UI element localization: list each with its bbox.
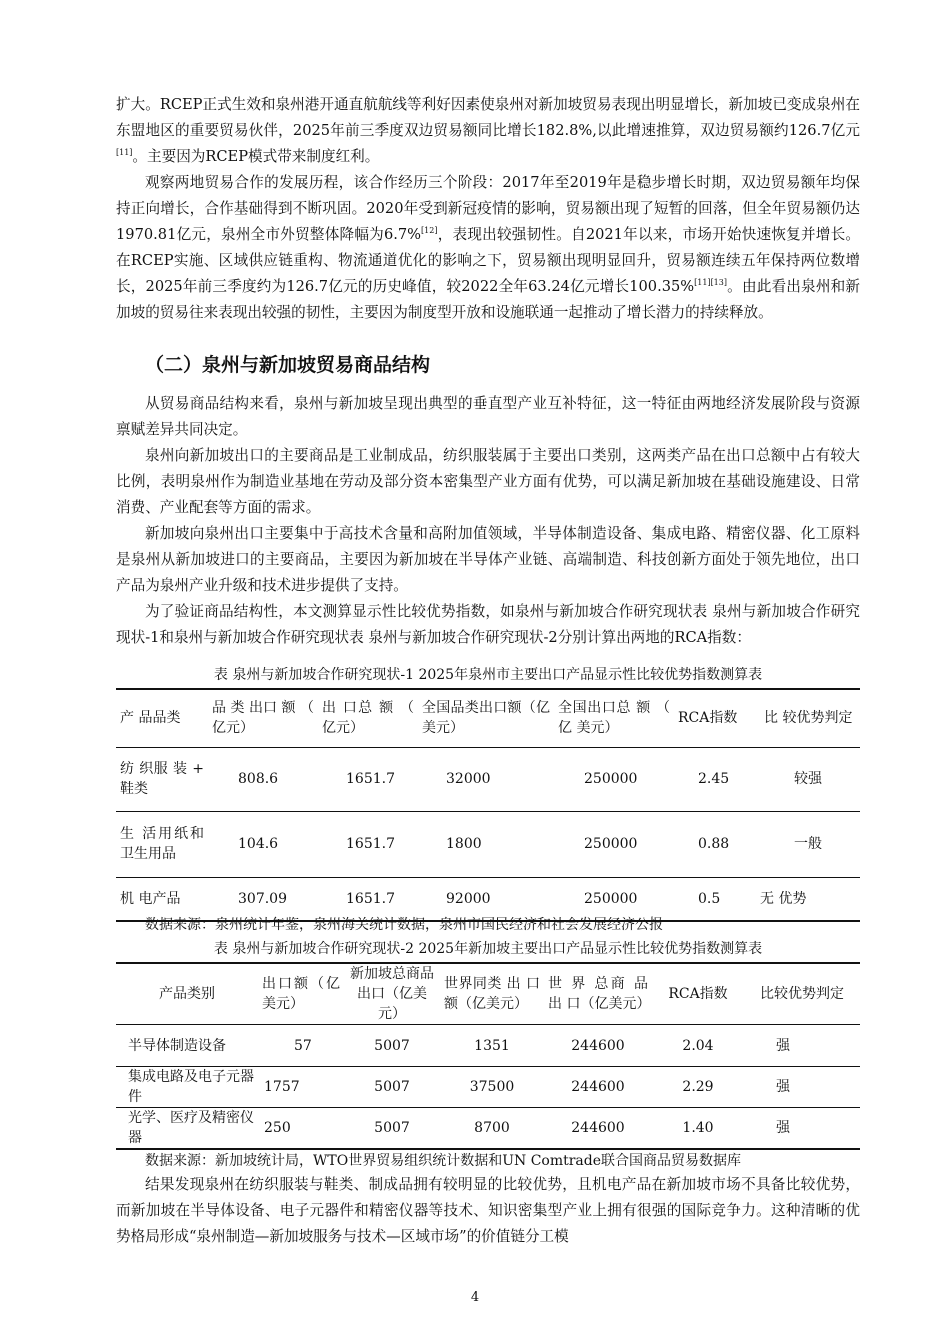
table1-cell: 104.6 — [238, 836, 279, 852]
table1-cell: 2.45 — [698, 771, 730, 787]
table2-header-cell: 世 界 总商 品 出 口（亿美元） — [548, 976, 651, 1012]
paragraph-text: 观察两地贸易合作的发展历程，该合作经历三个阶段：2017年至2019年是稳步增长时期，双边贸易额年均保持正向增长，合作基础得到不断巩固。2020年受到新冠疫情的影响，贸易额出现了短暂的回落，但全年贸易额仍达1970.81亿元，泉州全市外贸整体降幅为6.7% — [116, 174, 860, 243]
table1-cell: 32000 — [446, 771, 491, 787]
table1-cell: 0.5 — [698, 890, 721, 907]
table1-header-cell: 比 较优势判定 — [764, 710, 853, 727]
table2-cell: 集成电路及电子元器件 — [128, 1069, 254, 1105]
table-row — [116, 747, 860, 811]
table1-header-cell: 产 品品类 — [120, 710, 181, 727]
citation-ref: [11][13] — [694, 278, 727, 287]
paragraph-history — [116, 170, 860, 326]
table-row — [116, 1067, 860, 1108]
citation-ref: [12] — [421, 226, 438, 235]
paragraph-text: 。主要因为RCEP模式带来制度红利。 — [132, 148, 380, 165]
table2-cell: 2.04 — [682, 1037, 714, 1054]
table2-source: 数据来源：新加坡统计局，WTO世界贸易组织统计数据和UN Comtrade联合国商品贸易数据库 — [145, 1153, 742, 1169]
page-number: 4 — [470, 1290, 480, 1305]
table1 — [116, 688, 860, 922]
paragraph-text: 扩大。RCEP正式生效和泉州港开通直航航线等利好因素使泉州对新加坡贸易表现出明显增长，新加坡已变成泉州在东盟地区的重要贸易伙伴，2025年前三季度双边贸易额同比增长182.8%,以此增速推算，双边贸易额约126.7亿元 — [116, 96, 860, 139]
table2-cell: 5007 — [374, 1037, 410, 1054]
table2-header-cell: 产品类别 — [159, 986, 215, 1002]
table1-cell: 250000 — [584, 771, 638, 787]
table1-cell: 307.09 — [238, 890, 287, 907]
table2-header-cell: RCA指数 — [668, 986, 728, 1002]
table1-source: 数据来源：泉州统计年鉴，泉州海关统计数据，泉州市国民经济和社会发展经济公报 — [145, 917, 663, 933]
table2-cell: 光学、医疗及精密仪器 — [128, 1110, 254, 1146]
table2 — [116, 962, 860, 1150]
table2-cell: 8700 — [474, 1120, 510, 1136]
table1-cell: 较强 — [794, 771, 822, 787]
table2-cell: 5007 — [374, 1120, 410, 1136]
table-row — [116, 1108, 860, 1150]
table1-header-row — [116, 689, 860, 747]
table1-cell: 250000 — [584, 836, 638, 852]
table2-cell: 强 — [776, 1037, 790, 1054]
table2-cell: 1757 — [264, 1079, 300, 1095]
table1-cell: 机 电产品 — [120, 890, 181, 907]
paragraph-quanzhou-exports: 泉州向新加坡出口的主要商品是工业制成品，纺织服装属于主要出口类别，这两类产品在出口总额中占有较大比例，表明泉州作为制造业基地在劳动及部分资本密集型产业方面有优势，可以满足新加坡在基础设施建设、日常消费、产业配套等方面的需求。 — [116, 447, 860, 516]
paragraph-rcep — [116, 92, 860, 170]
table1-cell: 纺 织服 装 + 鞋类 — [120, 761, 204, 797]
table2-cell: 244600 — [571, 1079, 625, 1095]
table2-header-cell: 世界同类 出 口 额（亿美元） — [444, 976, 540, 1012]
table2-cell: 半导体制造设备 — [128, 1037, 226, 1054]
table1-header-cell: 出 口总 额 （ 亿元） — [322, 700, 414, 737]
section-heading: （二）泉州与新加坡贸易商品结构 — [145, 354, 431, 376]
table2-cell: 1351 — [474, 1037, 510, 1054]
table1-cell: 一般 — [794, 836, 822, 852]
table-row — [116, 811, 860, 877]
table1-cell: 1651.7 — [346, 890, 395, 907]
table1-cell: 808.6 — [238, 771, 279, 787]
table2-cell: 37500 — [469, 1079, 515, 1095]
table2-cell: 强 — [776, 1120, 790, 1136]
table1-header-cell: 全国出口总 额 （ 亿 美元） — [558, 700, 670, 737]
table1-cell: 0.88 — [698, 836, 730, 852]
paragraph-singapore-exports: 新加坡向泉州出口主要集中于高技术含量和高附加值领域，半导体制造设备、集成电路、精密仪器、化工原料是泉州从新加坡进口的主要商品，主要因为新加坡在半导体产业链、高端制造、科技创新方面处于领先地位，出口产品为泉州产业升级和技术进步提供了支持。 — [116, 525, 860, 594]
table2-caption: 表 泉州与新加坡合作研究现状-2 2025年新加坡主要出口产品显示性比较优势指数测算表 — [213, 941, 763, 957]
table1-cell: 1651.7 — [346, 836, 395, 852]
table2-cell: 1.40 — [682, 1120, 714, 1136]
table2-header-cell: 比较优势判定 — [760, 986, 844, 1002]
table1-header-cell: 品 类 出口 额 （ 亿元） — [212, 700, 314, 737]
table1-caption: 表 泉州与新加坡合作研究现状-1 2025年泉州市主要出口产品显示性比较优势指数测算表 — [213, 667, 763, 683]
table2-cell: 57 — [294, 1037, 312, 1054]
table2-header-cell: 新加坡总商品出口（亿美元） — [350, 966, 434, 1022]
table1-cell: 生 活用纸和卫生用品 — [120, 826, 204, 862]
table-row — [116, 1025, 860, 1067]
table2-cell: 强 — [776, 1079, 790, 1095]
table1-cell: 250000 — [584, 890, 638, 907]
table2-cell: 2.29 — [682, 1079, 714, 1095]
citation-ref: [11] — [116, 148, 133, 157]
table2-cell: 244600 — [571, 1120, 625, 1136]
paragraph-conclusion: 结果发现泉州在纺织服装与鞋类、制成品拥有较明显的比较优势，且机电产品在新加坡市场不具备比较优势，而新加坡在半导体设备、电子元器件和精密仪器等技术、知识密集型产业上拥有很强的国际竞争力。这种清晰的优势格局形成“泉州制造—新加坡服务与技术—区域市场”的价值链分工模 — [116, 1176, 860, 1245]
paragraph-structure: 从贸易商品结构来看，泉州与新加坡呈现出典型的垂直型产业互补特征，这一特征由两地经济发展阶段与资源禀赋差异共同决定。 — [116, 395, 860, 438]
table2-header-cell: 出口额（亿美元） — [262, 976, 340, 1012]
table2-cell: 5007 — [374, 1079, 410, 1095]
table2-header-row — [116, 963, 860, 1025]
table1-header-cell: 全国品类出口额（亿美元） — [422, 700, 550, 737]
paragraph-text: 。由此看出泉州和新加坡的贸易往来表现出较强的韧性，主要因为制度型开放和设施联通一起推动了增长潜力的持续释放。 — [116, 278, 860, 321]
paragraph-text: ，表现出较强韧性。自2021年以来，市场开始快速恢复并增长。在RCEP实施、区域供应链重构、物流通道优化的影响之下，贸易额出现明显回升，贸易额连续五年保持两位数增长，2025年前三季度约为126.7亿元的历史峰值，较2022全年63.24亿元增长100.35% — [116, 226, 860, 295]
table1-cell: 1800 — [446, 836, 482, 852]
table2-cell: 244600 — [571, 1037, 625, 1054]
table2-cell: 250 — [264, 1120, 291, 1136]
paragraph-rca-intro: 为了验证商品结构性，本文测算显示性比较优势指数，如泉州与新加坡合作研究现状表 泉州与新加坡合作研究现状-1和泉州与新加坡合作研究现状表 泉州与新加坡合作研究现状-2分别计算出两地的RCA指数： — [116, 603, 860, 646]
table1-cell: 1651.7 — [346, 771, 395, 787]
table1-cell: 无 优势 — [760, 890, 807, 907]
table1-header-cell: RCA指数 — [678, 710, 738, 727]
table1-cell: 92000 — [446, 890, 491, 907]
